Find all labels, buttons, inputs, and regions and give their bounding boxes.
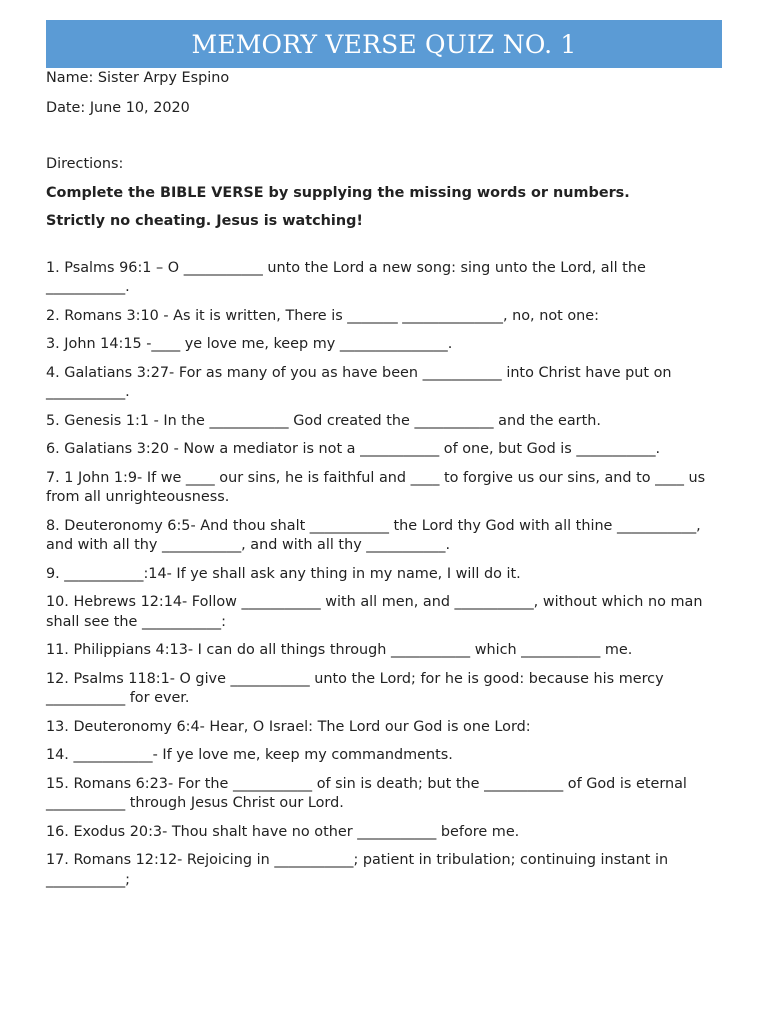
quiz-item-14: 14. ___________- If ye love me, keep my commandments. xyxy=(46,747,453,763)
quiz-item-5: 5. Genesis 1:1 - In the ___________ God created the ___________ and the earth. xyxy=(46,412,601,429)
quiz-item-6: 6. Galatians 3:20 - Now a mediator is not a ___________ of one, but God is ___________. xyxy=(46,441,661,457)
quiz-item-15: 15. Romans 6:23- For the ___________ of sin is death; but the ___________ of God is eternal ___________ through Jesus Christ our Lord. xyxy=(46,775,687,811)
spacer xyxy=(46,241,722,259)
quiz-item-8: 8. Deuteronomy 6:5- And thou shalt ___________ the Lord thy God with all thine ___________, and with all thy ___________, and with all thy ___________. xyxy=(46,517,701,553)
spacer xyxy=(46,118,722,155)
directions-label: Directions: xyxy=(46,156,124,172)
quiz-item-16: 16. Exodus 20:3- Thou shalt have no other ___________ before me. xyxy=(46,823,520,840)
quiz-item-11: 11. Philippians 4:13- I can do all things through ___________ which ___________ me. xyxy=(46,642,633,658)
name-line: Name: Sister Arpy Espino xyxy=(46,70,230,86)
quiz-body xyxy=(46,69,722,899)
quiz-item-2: 2. Romans 3:10 - As it is written, There is _______ ______________, no, not one: xyxy=(46,307,599,324)
page-title: MEMORY VERSE QUIZ NO. 1 xyxy=(191,29,577,59)
quiz-item-9: 9. ___________:14- If ye shall ask any thing in my name, I will do it. xyxy=(46,565,521,582)
quiz-item-13: 13. Deuteronomy 6:4- Hear, O Israel: The Lord our God is one Lord: xyxy=(46,718,531,735)
quiz-item-3: 3. John 14:15 -____ ye love me, keep my _______________. xyxy=(46,336,453,352)
quiz-item-1: 1. Psalms 96:1 – O ___________ unto the Lord a new song: sing unto the Lord, all the ___________. xyxy=(46,259,646,295)
quiz-item-12: 12. Psalms 118:1- O give ___________ unto the Lord; for he is good: because his mercy ___________ for ever. xyxy=(46,670,664,706)
date-line: Date: June 10, 2020 xyxy=(46,99,190,116)
quiz-item-7: 7. 1 John 1:9- If we ____ our sins, he is faithful and ____ to forgive us our sins, and to ____ us from all unrighteousness. xyxy=(46,469,706,505)
quiz-item-4: 4. Galatians 3:27- For as many of you as have been ___________ into Christ have put on ___________. xyxy=(46,364,672,400)
title-bar xyxy=(46,20,722,68)
instruction-line-1: Complete the BIBLE VERSE by supplying the missing words or numbers. xyxy=(46,184,630,201)
quiz-item-17: 17. Romans 12:12- Rejoicing in ___________; patient in tribulation; continuing instant in ___________; xyxy=(46,852,669,888)
quiz-item-10: 10. Hebrews 12:14- Follow ___________ with all men, and ___________, without which no man shall see the ___________: xyxy=(46,594,703,630)
instruction-line-2: Strictly no cheating. Jesus is watching! xyxy=(46,213,363,229)
